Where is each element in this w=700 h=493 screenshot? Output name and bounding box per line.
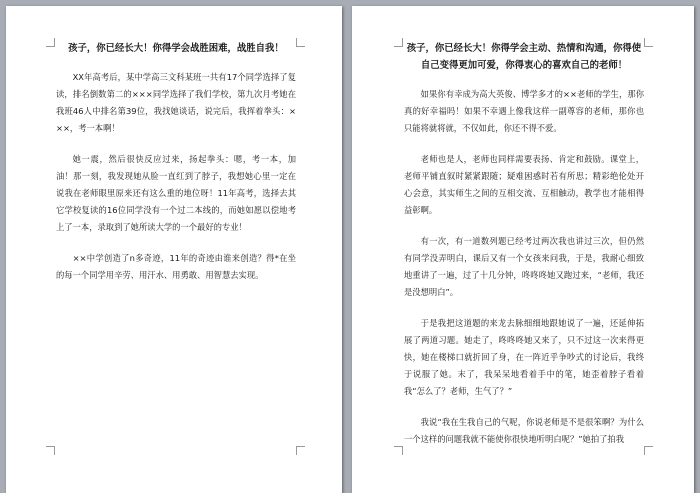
body-paragraph: 我说“我在生我自己的气呢，你说老师是不是很笨啊？为什么一个这样的问题我就不能使你很快地听明白呢？”她拍了拍我: [404, 417, 644, 444]
page-corner-mark: [394, 446, 403, 455]
body-paragraph: 老师也是人，老师也同样需要表扬、肯定和鼓励。课堂上，老师平铺直叙时紧紧跟随；疑难困惑时若有所思；精彩绝伦处开心会意，其实师生之间的互相交流、互相触动，教学也才能相得益彰啊。: [404, 154, 644, 215]
page-corner-mark: [46, 38, 55, 47]
page-corner-mark: [644, 446, 653, 455]
body-paragraph: 她一震，然后很快反应过来，扬起拳头：嗯，考一本，加油！那一刻，我发现她从脸一直红到了脖子，我想她心里一定在说我在老师眼里原来还有这么重的地位呀！11年高考，选择去其它学校复读的16位同学没有一个过二本线的，而她如愿以偿地考上了一本，录取到了她所读大学的一个最好的专业！: [56, 154, 296, 232]
body-paragraph: 如果你有幸成为高大英俊、博学多才的××老师的学生，那你真的好幸福吗！如果不幸遇上像我这样一副尊容的老师，那你也只能将就将就，不仅如此，你还不得不爱。: [404, 89, 644, 133]
body-paragraph: 有一次，有一道数列题已经考过两次我也讲过三次，但仍然有同学没弄明白，课后又有一个女孩来问我，于是，我耐心细致地重讲了一遍，过了十几分钟，咚咚咚她又跑过来，“老师，我还是没想明白”。: [404, 236, 644, 297]
body-paragraph: 于是我把这道题的来龙去脉细细地跟她说了一遍，还延伸拓展了两道习题。她走了，咚咚咚她又来了，只不过这一次来得更快，她在楼梯口就折回了身，在一阵近乎争吵式的讨论后，我终于说服了她。末了，我呆呆地看着手中的笔，她歪着脖子看着我“怎么了？老师，生气了？”: [404, 318, 644, 396]
body-paragraph: ××中学创造了n多奇迹，11年的奇迹由谁来创造？得*在坐的每一个同学用辛劳、用汗水、用勇敢、用智慧去实现。: [56, 253, 296, 280]
body-paragraph: XX年高考后，某中学高三文科某班一共有17个同学选择了复读，排名倒数第二的×××同学选择了我们学校，第九次月考她在我班46人中排名第39位，我找她谈话，说完后，我挥着拳头：×××，考一本啊！: [56, 72, 296, 133]
page-title: 孩子，你已经长大！你得学会战胜困难，战胜自我！: [68, 43, 284, 54]
page-corner-mark: [394, 38, 403, 47]
page-corner-mark: [644, 38, 653, 47]
page-corner-mark: [46, 446, 55, 455]
document-page-left: [6, 6, 342, 493]
page-corner-mark: [296, 38, 305, 47]
page-body[interactable]: [56, 40, 296, 298]
page-corner-mark: [296, 446, 305, 455]
page-title: 孩子，你已经长大！你得学会主动、热情和沟通，你得使自己变得更加可爱，你得衷心的喜欢自己的老师！: [406, 43, 642, 71]
page-body[interactable]: [404, 40, 644, 462]
document-page-right: [352, 6, 694, 493]
